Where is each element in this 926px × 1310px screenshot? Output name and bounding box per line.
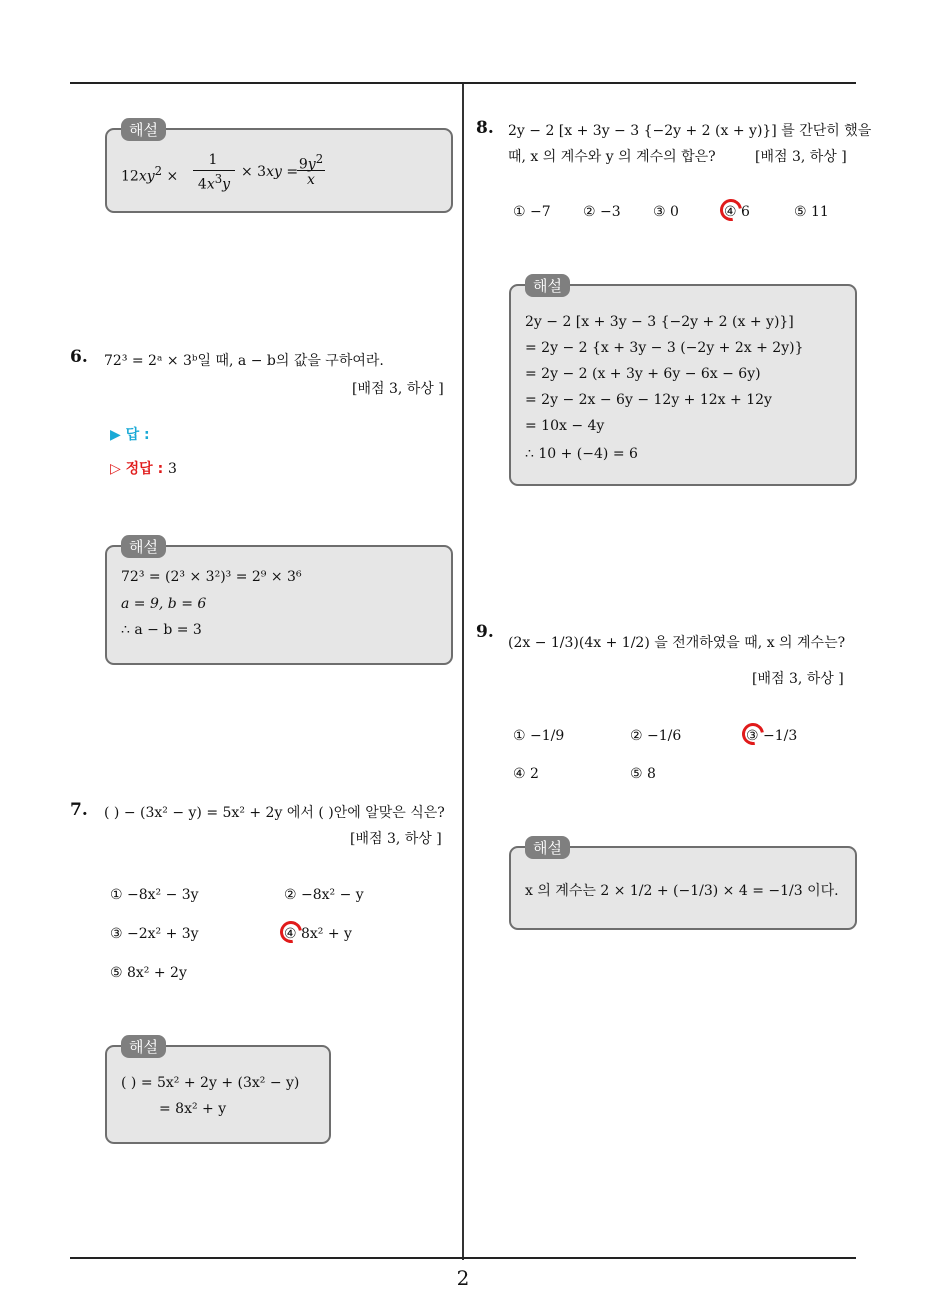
solution-line-3: ∴ a − b = 3 (121, 622, 202, 638)
q9-choice-1[interactable]: ① −1/9 (513, 728, 565, 744)
q9-meta: [배점 3, 하상 ] (752, 671, 844, 687)
q9-choice-4[interactable]: ④ 2 (513, 766, 539, 782)
q8-choice-4[interactable]: ④ 6 (724, 204, 750, 220)
q7-choice-1[interactable]: ① −8x² − 3y (110, 887, 199, 903)
q8-choice-5[interactable]: ⑤ 11 (794, 204, 829, 220)
solution-tag: 해설 (121, 535, 166, 558)
q6-meta: [배점 3, 하상 ] (352, 381, 444, 397)
q6-text: 72³ = 2ᵃ × 3ᵇ일 때, a − b의 값을 구하여라. (104, 353, 384, 369)
solution-tag: 해설 (121, 118, 166, 141)
solution-line: x 의 계수는 2 × 1/2 + (−1/3) × 4 = −1/3 이다. (525, 883, 839, 899)
q6-number: 6. (70, 347, 88, 367)
q5-solution-box: 해설 $12xy^2$ × 1 $4x^3y$ × 3xy = $9y^2$ x (105, 128, 453, 213)
q7-choice-4[interactable]: ④ 8x² + y (284, 926, 352, 942)
q8-text-line2: 때, x 의 계수와 y 의 계수의 합은? (508, 149, 716, 165)
q9-choice-2[interactable]: ② −1/6 (630, 728, 682, 744)
solution-line-1: 72³ = (2³ × 3²)³ = 2⁹ × 3⁶ (121, 569, 302, 585)
q7-choice-5[interactable]: ⑤ 8x² + 2y (110, 965, 187, 981)
q8-solution-box (509, 277, 857, 486)
q9-choice-5[interactable]: ⑤ 8 (630, 766, 656, 782)
q8-meta: [배점 3, 하상 ] (755, 149, 847, 165)
correct-value: 3 (168, 461, 177, 477)
q8-choice-1[interactable]: ① −7 (513, 204, 551, 220)
solution-line-2: a = 9, b = 6 (121, 596, 207, 612)
q6-answer-label: ▶ 답 : (110, 427, 150, 443)
solution-tag: 해설 (525, 274, 570, 297)
solution-line-4: = 2y − 2x − 6y − 12y + 12x + 12y (525, 392, 772, 408)
q7-answer-mark (276, 917, 307, 948)
solution-line-2: = 8x² + y (159, 1101, 227, 1117)
q8-choice-2[interactable]: ② −3 (583, 204, 621, 220)
solution-line-5: = 10x − 4y (525, 418, 605, 434)
q8-choice-3[interactable]: ③ 0 (653, 204, 679, 220)
q7-text: ( ) − (3x² − y) = 5x² + 2y 에서 ( )안에 알맞은 식은? (104, 805, 445, 821)
q8-answer-mark (716, 195, 747, 226)
page-number: 2 (456, 1266, 470, 1290)
q9-text: (2x − 1/3)(4x + 1/2) 을 전개하였을 때, x 의 계수는? (508, 635, 846, 651)
q6-correct-answer (110, 458, 177, 478)
q6-solution-box (105, 538, 453, 665)
q7-number: 7. (70, 800, 88, 820)
solution-line-6: ∴ 10 + (−4) = 6 (525, 446, 638, 462)
solution-line-1: 2y − 2 [x + 3y − 3 {−2y + 2 (x + y)}] (525, 314, 794, 330)
q9-solution-box (509, 839, 857, 930)
correct-label: ▷ 정답 : (110, 461, 164, 477)
q8-text-line1: 2y − 2 [x + 3y − 3 {−2y + 2 (x + y)}] 를 간단히 했을 (508, 123, 872, 139)
q7-solution-box (105, 1038, 331, 1144)
bottom-rule (70, 1257, 856, 1259)
q7-choice-2[interactable]: ② −8x² − y (284, 887, 364, 903)
q9-number: 9. (476, 622, 494, 642)
q9-choice-3[interactable]: ③ −1/3 (746, 728, 798, 744)
q8-number: 8. (476, 118, 494, 138)
column-divider (462, 84, 464, 1260)
solution-line-3: = 2y − 2 (x + 3y + 6y − 6x − 6y) (525, 366, 761, 382)
q7-choice-3[interactable]: ③ −2x² + 3y (110, 926, 199, 942)
solution-line-2: = 2y − 2 {x + 3y − 3 (−2y + 2x + 2y)} (525, 340, 804, 356)
q9-answer-mark (738, 719, 769, 750)
solution-tag: 해설 (525, 836, 570, 859)
solution-line-1: ( ) = 5x² + 2y + (3x² − y) (121, 1075, 300, 1091)
solution-tag: 해설 (121, 1035, 166, 1058)
q7-meta: [배점 3, 하상 ] (350, 831, 442, 847)
